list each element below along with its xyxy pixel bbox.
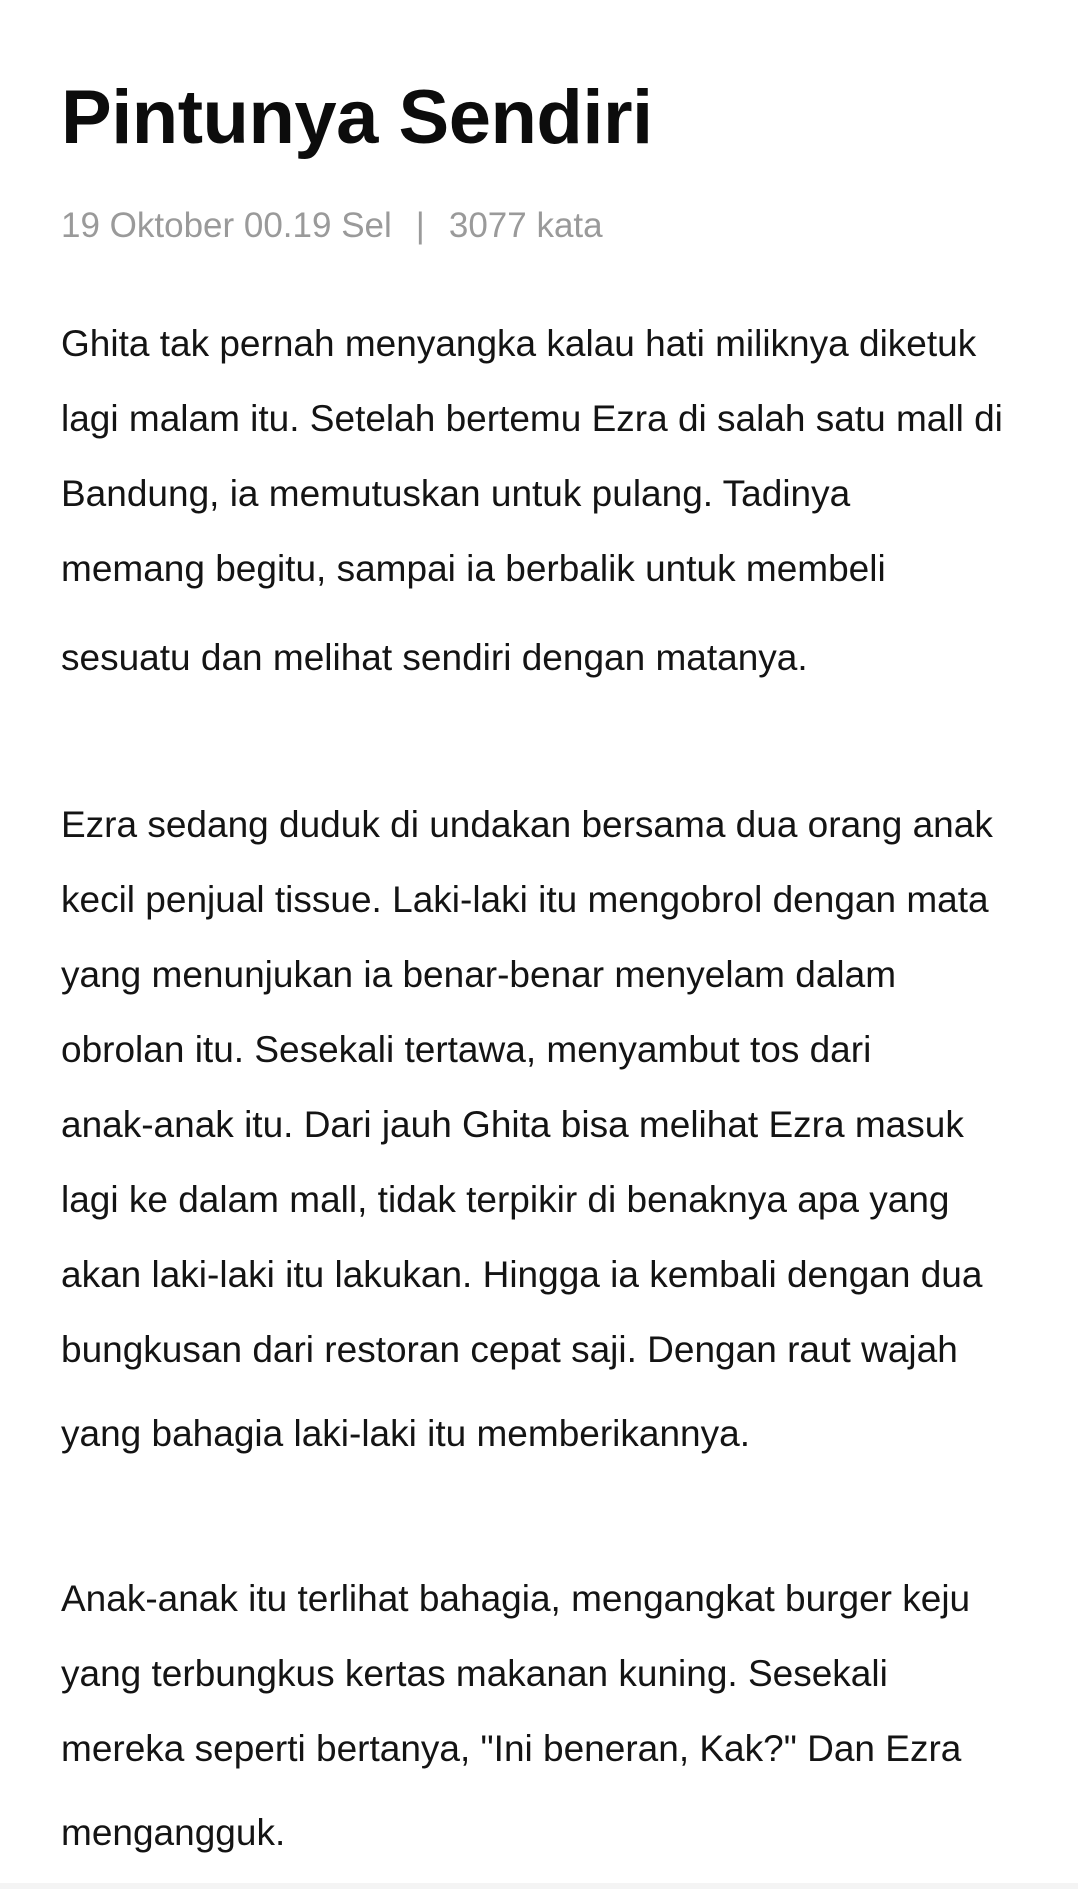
note-date: 19 Oktober 00.19 Sel <box>61 206 392 245</box>
paragraph-line: bungkusan dari restoran cepat saji. Dengan raut wajah <box>61 1329 958 1370</box>
paragraph-line: sesuatu dan melihat sendiri dengan matanya. <box>61 637 808 678</box>
paragraph-line: yang bahagia laki-laki itu memberikannya. <box>61 1413 750 1454</box>
note-meta <box>61 206 603 246</box>
paragraph-line: mengangguk. <box>61 1812 286 1853</box>
paragraph-line: lagi ke dalam mall, tidak terpikir di benaknya apa yang <box>61 1179 950 1220</box>
paragraph-line: yang terbungkus kertas makanan kuning. Sesekali <box>61 1653 888 1694</box>
note-title: Pintunya Sendiri <box>61 75 653 160</box>
paragraph-line: Bandung, ia memutuskan untuk pulang. Tadinya <box>61 473 851 514</box>
paragraph-line: yang menunjukan ia benar-benar menyelam dalam <box>61 954 897 995</box>
bottom-divider <box>0 1883 1078 1889</box>
paragraph-line: Anak-anak itu terlihat bahagia, mengangkat burger keju <box>61 1578 971 1619</box>
paragraph-line: obrolan itu. Sesekali tertawa, menyambut tos dari <box>61 1029 872 1070</box>
paragraph-line: Ghita tak pernah menyangka kalau hati miliknya diketuk <box>61 323 977 364</box>
note-word-count: 3077 kata <box>448 206 603 245</box>
paragraph-line: anak-anak itu. Dari jauh Ghita bisa melihat Ezra masuk <box>61 1104 964 1145</box>
paragraph-line: akan laki-laki itu lakukan. Hingga ia kembali dengan dua <box>61 1254 983 1295</box>
paragraph-line: memang begitu, sampai ia berbalik untuk membeli <box>61 548 886 589</box>
paragraph-line: lagi malam itu. Setelah bertemu Ezra di salah satu mall di <box>61 398 1003 439</box>
meta-separator: | <box>415 206 425 245</box>
paragraph-line: kecil penjual tissue. Laki-laki itu mengobrol dengan mata <box>61 879 989 920</box>
paragraph-line: mereka seperti bertanya, "Ini beneran, Kak?" Dan Ezra <box>61 1728 962 1769</box>
paragraph-line: Ezra sedang duduk di undakan bersama dua orang anak <box>61 804 993 845</box>
